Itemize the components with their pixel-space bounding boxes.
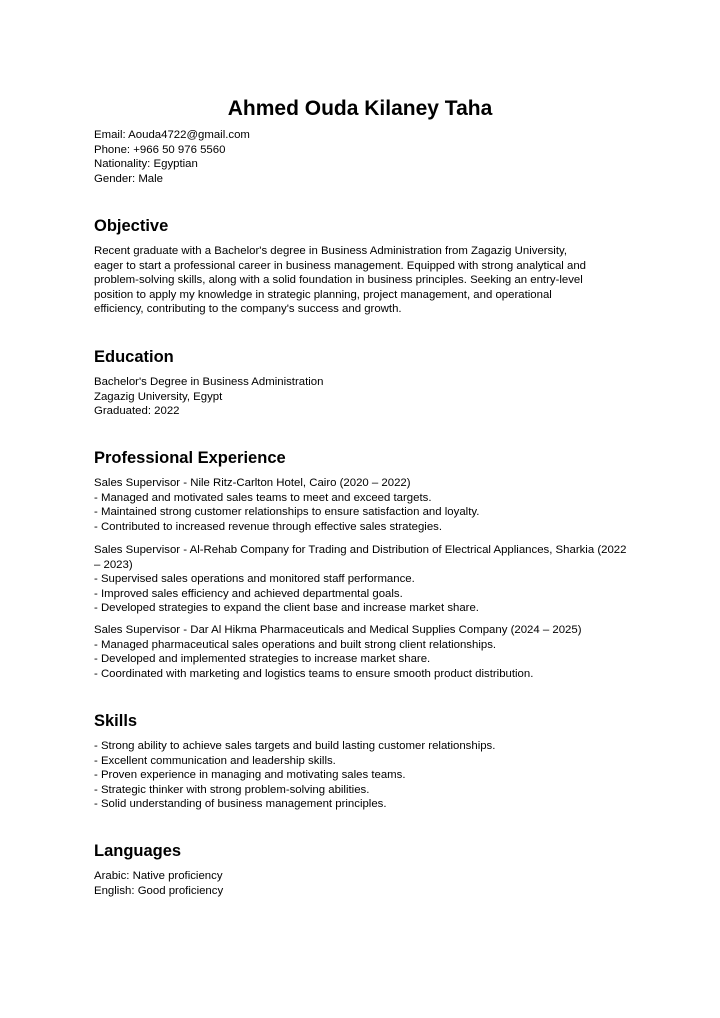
objective-line: efficiency, contributing to the company's success and growth.	[94, 303, 402, 316]
skills-heading: Skills	[94, 712, 138, 730]
job-entry	[94, 543, 634, 616]
education-details	[94, 375, 634, 419]
objective-text	[94, 244, 634, 317]
gender-line: Gender: Male	[94, 172, 164, 185]
email-line: Email: Aouda4722@gmail.com	[94, 129, 250, 141]
job-bullet: - Managed pharmaceutical sales operations and built strong client relationships.	[94, 638, 497, 651]
degree-line: Bachelor's Degree in Business Administration	[94, 376, 324, 388]
language-item: Arabic: Native proficiency	[94, 870, 223, 882]
skill-item: - Strategic thinker with strong problem-solving abilities.	[94, 783, 370, 796]
job-entry	[94, 623, 634, 681]
job-title: Sales Supervisor - Dar Al Hikma Pharmaceuticals and Medical Supplies Company (2024 – 2025)	[94, 624, 582, 636]
objective-line: Recent graduate with a Bachelor's degree in Business Administration from Zagazig University,	[94, 245, 568, 257]
language-item: English: Good proficiency	[94, 884, 224, 897]
job-entry	[94, 476, 634, 534]
objective-heading: Objective	[94, 217, 169, 235]
job-bullet: - Developed strategies to expand the client base and increase market share.	[94, 602, 479, 615]
objective-line: problem-solving skills, along with a solid foundation in business principles. Seeking an entry-level	[94, 274, 583, 287]
skills-list	[94, 739, 634, 812]
job-bullet: - Contributed to increased revenue through effective sales strategies.	[94, 520, 443, 533]
school-line: Zagazig University, Egypt	[94, 390, 223, 403]
job-bullet: - Coordinated with marketing and logistics teams to ensure smooth product distribution.	[94, 667, 534, 680]
candidate-name: Ahmed Ouda Kilaney Taha	[227, 97, 493, 120]
skill-item: - Strong ability to achieve sales targets and build lasting customer relationships.	[94, 740, 496, 752]
objective-line: eager to start a professional career in business management. Equipped with strong analytical and	[94, 259, 586, 272]
contact-info	[94, 128, 634, 186]
experience-heading: Professional Experience	[94, 449, 286, 467]
nationality-line: Nationality: Egyptian	[94, 158, 198, 171]
skill-item: - Excellent communication and leadership skills.	[94, 754, 336, 767]
job-title: Sales Supervisor - Al-Rehab Company for Trading and Distribution of Electrical Appliances, Sharkia (2022 – 2023)	[94, 544, 627, 571]
job-bullet: - Improved sales efficiency and achieved departmental goals.	[94, 587, 403, 600]
objective-line: position to apply my knowledge in strategic planning, project management, and operational	[94, 288, 552, 301]
job-bullet: - Supervised sales operations and monitored staff performance.	[94, 573, 415, 586]
education-heading: Education	[94, 348, 174, 366]
phone-line: Phone: +966 50 976 5560	[94, 143, 226, 156]
graduation-line: Graduated: 2022	[94, 405, 180, 418]
job-title: Sales Supervisor - Nile Ritz-Carlton Hotel, Cairo (2020 – 2022)	[94, 477, 411, 489]
skill-item: - Proven experience in managing and motivating sales teams.	[94, 769, 406, 782]
job-bullet: - Maintained strong customer relationships to ensure satisfaction and loyalty.	[94, 506, 480, 519]
job-bullet: - Managed and motivated sales teams to meet and exceed targets.	[94, 491, 432, 504]
skill-item: - Solid understanding of business management principles.	[94, 798, 387, 811]
job-bullet: - Developed and implemented strategies to increase market share.	[94, 653, 431, 666]
languages-heading: Languages	[94, 842, 182, 860]
languages-list	[94, 869, 634, 898]
